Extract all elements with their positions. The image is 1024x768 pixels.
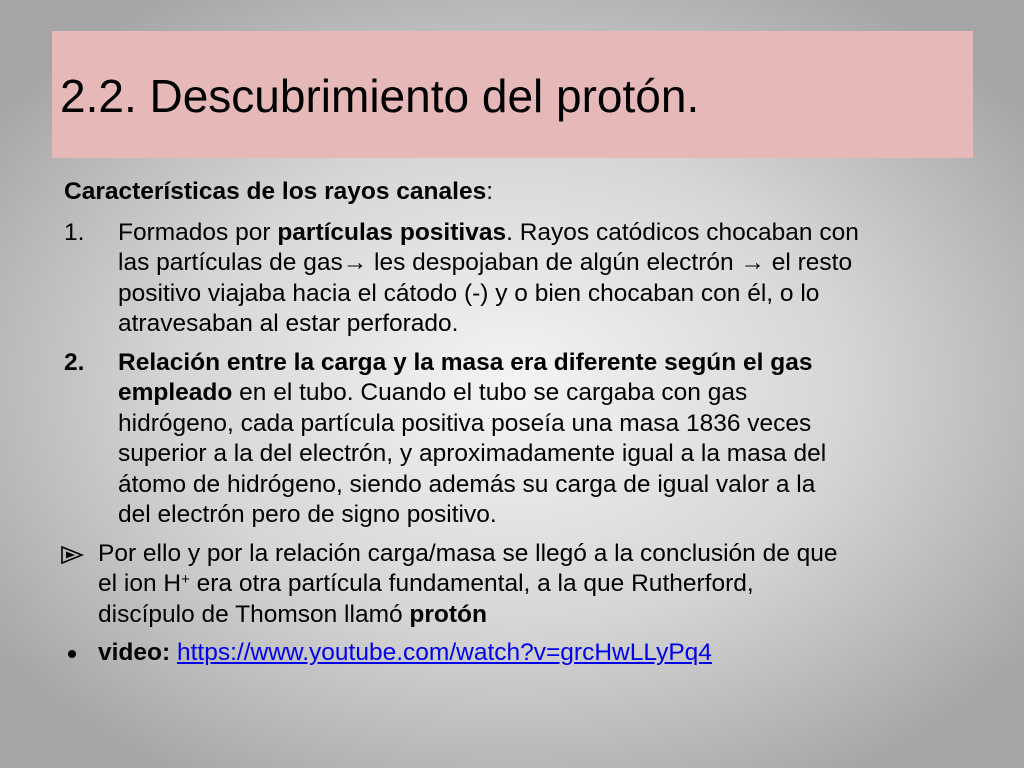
intro-heading: [64, 177, 974, 208]
list-item-1: [64, 218, 974, 340]
item3-bold-proton: protón: [409, 600, 487, 628]
item1-text-c: . Rayos catódicos chocaban con: [506, 218, 859, 246]
item1-line3: positivo viajaba hacia el cátodo (-) y o bien chocaban con él, o lo: [118, 279, 820, 307]
item3-text-b: era otra partícula fundamental, a la que Rutherford,: [189, 570, 754, 597]
item1-line4: atravesaban al estar perforado.: [118, 310, 459, 337]
slide-title: 2.2. Descubrimiento del protón.: [60, 70, 700, 122]
arrow-bullet-icon: [60, 546, 84, 564]
item2-line3: hidrógeno, cada partícula positiva poseía una masa 1836 veces: [118, 409, 812, 437]
item3-superscript: +: [181, 571, 190, 588]
item1-line2: las partículas de gas→ les despojaban de algún electrón → el resto: [118, 249, 853, 276]
item3-line2: [98, 569, 970, 600]
item2-bold-b: empleado: [118, 379, 233, 406]
slide-content: [64, 177, 974, 677]
list-item-4: [60, 638, 970, 669]
list-item-2: [64, 348, 974, 531]
item1-bold: partículas positivas: [277, 218, 507, 246]
item2-line5: átomo de hidrógeno, siendo además su carga de igual valor a la: [118, 470, 816, 498]
item3-text-c: discípulo de Thomson llamó: [98, 600, 410, 628]
list-item-3: [60, 539, 970, 631]
item2-line2: [118, 378, 974, 409]
video-link[interactable]: https://www.youtube.com/watch?v=grcHwLLyPq4: [176, 639, 712, 666]
list-number-2: 2.: [64, 348, 85, 376]
intro-colon: :: [486, 178, 494, 205]
list-number-1: 1.: [64, 218, 85, 246]
item3-line1: Por ello y por la relación carga/masa se llegó a la conclusión de que: [98, 539, 838, 567]
round-bullet-icon: [68, 650, 76, 658]
item2-text-b: en el tubo. Cuando el tubo se cargaba con gas: [232, 379, 748, 406]
item1-line1: [118, 218, 974, 249]
item3-text-a: el ion H: [98, 570, 182, 597]
item2-line6: del electrón pero de signo positivo.: [118, 501, 497, 528]
item4-line1: [98, 638, 970, 669]
item3-line3: [98, 600, 970, 631]
item2-line1: Relación entre la carga y la masa era diferente según el gas: [118, 348, 813, 376]
item2-line4: superior a la del electrón, y aproximadamente igual a la masa del: [118, 440, 827, 467]
item1-text-a: Formados por: [118, 218, 278, 246]
video-label: video:: [98, 639, 177, 666]
intro-bold: Características de los rayos canales: [64, 178, 487, 205]
